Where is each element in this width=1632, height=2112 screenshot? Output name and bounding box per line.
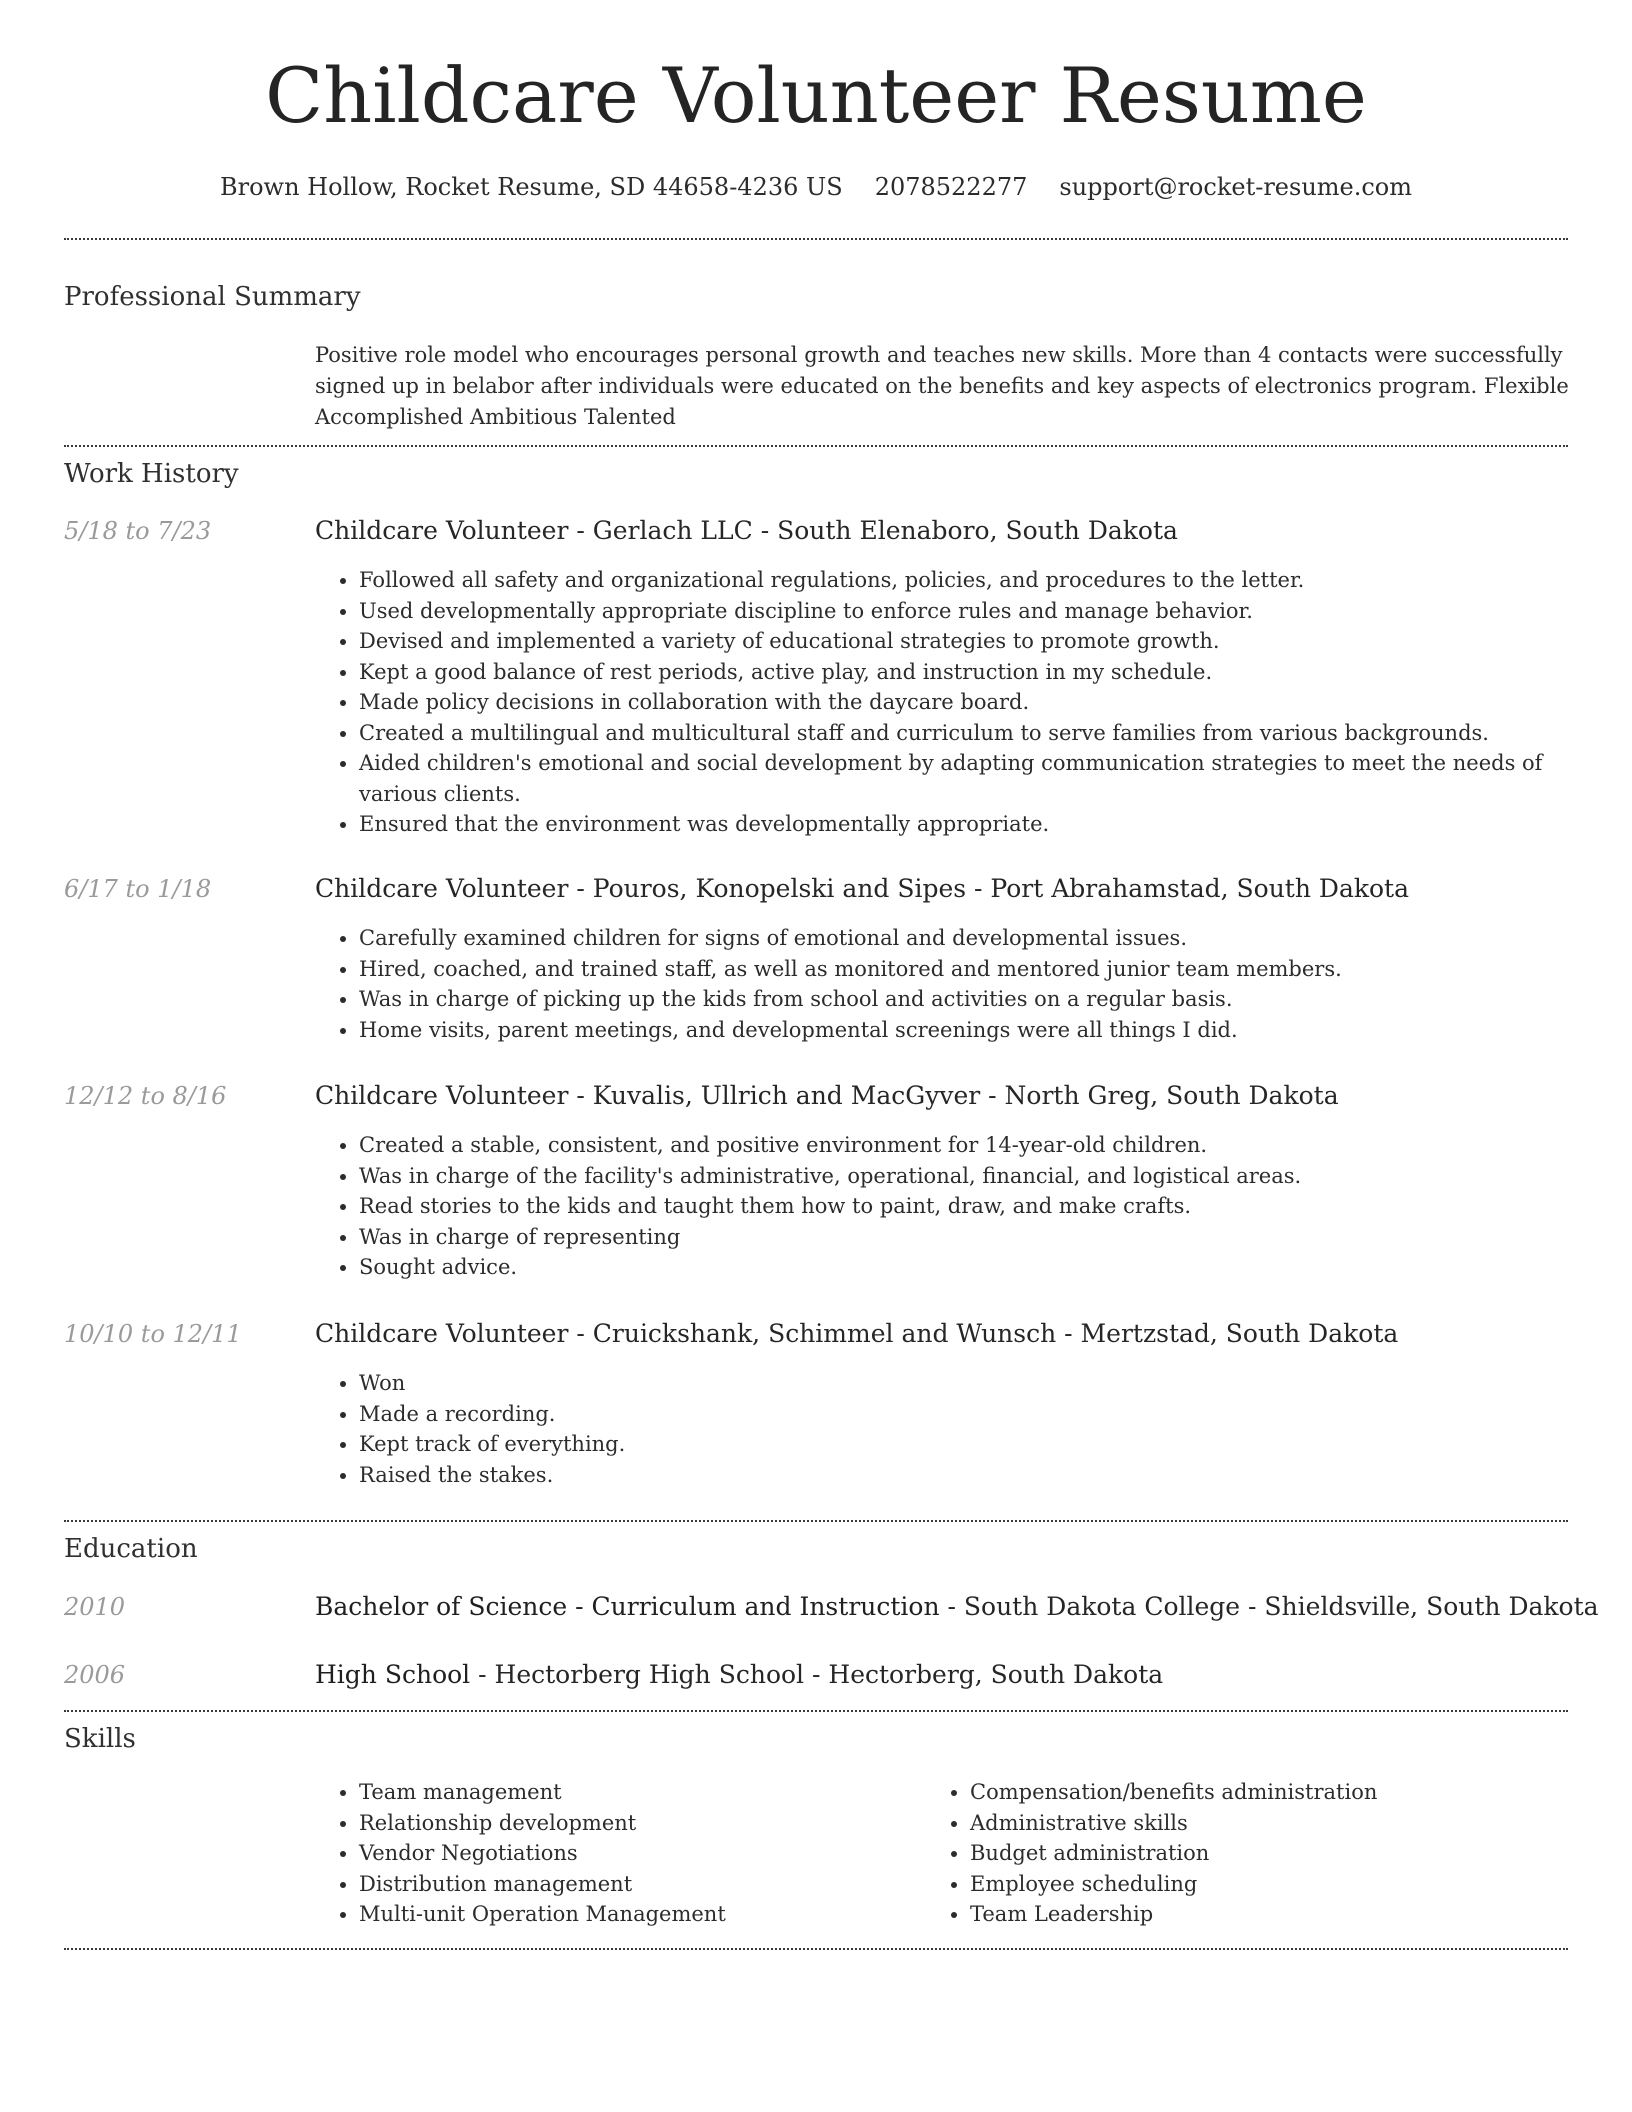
list-item: • Employee scheduling — [970, 1869, 1530, 1900]
list-item: • Multi-unit Operation Management — [359, 1899, 919, 1930]
list-item: • Budget administration — [970, 1838, 1530, 1869]
list-item: • Hired, coached, and trained staff, as well as monitored and mentored junior team members. — [359, 954, 1614, 985]
list-item: • Administrative skills — [970, 1808, 1530, 1839]
list-item: • Created a multilingual and multicultural staff and curriculum to serve families from various backgrounds. — [359, 718, 1614, 749]
list-item: • Home visits, parent meetings, and developmental screenings were all things I did. — [359, 1015, 1614, 1046]
work-history-heading: Work History — [64, 459, 239, 489]
divider — [64, 445, 1568, 447]
job-title: Childcare Volunteer - Kuvalis, Ullrich and MacGyver - North Greg, South Dakota — [315, 1081, 1339, 1110]
job-dates: 12/12 to 8/16 — [64, 1082, 227, 1110]
list-item: • Kept track of everything. — [359, 1429, 1614, 1460]
skills-heading: Skills — [64, 1724, 136, 1754]
list-item: • Made a recording. — [359, 1399, 1614, 1430]
contact-phone: 2078522277 — [874, 173, 1028, 201]
list-item: • Devised and implemented a variety of educational strategies to promote growth. — [359, 626, 1614, 657]
contact-address: Brown Hollow, Rocket Resume, SD 44658-4236 US — [219, 173, 843, 201]
list-item: • Created a stable, consistent, and positive environment for 14-year-old children. — [359, 1130, 1614, 1161]
list-item: • Distribution management — [359, 1869, 919, 1900]
list-item: • Compensation/benefits administration — [970, 1777, 1530, 1808]
list-item: • Relationship development — [359, 1808, 919, 1839]
list-item: • Used developmentally appropriate discipline to enforce rules and manage behavior. — [359, 596, 1614, 627]
list-item: • Ensured that the environment was developmentally appropriate. — [359, 809, 1614, 840]
skills-list-left — [315, 1777, 919, 1930]
education-details: - Hectorberg High School - Hectorberg, South Dakota — [470, 1660, 1164, 1689]
job-title: Childcare Volunteer - Gerlach LLC - South Elenaboro, South Dakota — [315, 516, 1178, 545]
resume-title: Childcare Volunteer Resume — [265, 51, 1367, 140]
divider — [64, 1520, 1568, 1522]
education-year: 2006 — [64, 1661, 126, 1689]
skills-list-right — [926, 1777, 1530, 1930]
job-bullets — [315, 1130, 1614, 1283]
list-item: • Raised the stakes. — [359, 1460, 1614, 1491]
list-item: • Kept a good balance of rest periods, active play, and instruction in my schedule. — [359, 657, 1614, 688]
list-item: • Read stories to the kids and taught them how to paint, draw, and make crafts. — [359, 1191, 1614, 1222]
list-item: • Was in charge of representing — [359, 1222, 1614, 1253]
list-item: • Aided children's emotional and social development by adapting communication strategies to meet the needs of various clients. — [359, 748, 1614, 809]
job-title: Childcare Volunteer - Cruickshank, Schimmel and Wunsch - Mertzstad, South Dakota — [315, 1319, 1399, 1348]
list-item: • Made policy decisions in collaboration with the daycare board. — [359, 687, 1614, 718]
education-entry — [315, 1658, 1163, 1692]
list-item: • Won — [359, 1368, 1614, 1399]
list-item: • Was in charge of the facility's administrative, operational, financial, and logistical areas. — [359, 1161, 1614, 1192]
divider — [64, 1948, 1568, 1950]
list-item: • Team Leadership — [970, 1899, 1530, 1930]
education-year: 2010 — [64, 1593, 126, 1621]
contact-email: support@rocket-resume.com — [1059, 173, 1413, 201]
education-degree: High School — [315, 1660, 471, 1689]
job-bullets — [315, 565, 1614, 840]
list-item: • Was in charge of picking up the kids from school and activities on a regular basis. — [359, 984, 1614, 1015]
summary-heading: Professional Summary — [64, 282, 361, 312]
job-dates: 10/10 to 12/11 — [64, 1320, 242, 1348]
contact-line — [0, 170, 1632, 204]
divider — [64, 238, 1568, 240]
job-title: Childcare Volunteer - Pouros, Konopelski and Sipes - Port Abrahamstad, South Dakota — [315, 874, 1409, 903]
job-bullets — [315, 1368, 1614, 1490]
education-entry — [315, 1590, 1599, 1624]
education-degree: Bachelor of Science - Curriculum and Instruction — [315, 1592, 940, 1621]
list-item: • Team management — [359, 1777, 919, 1808]
list-item: • Followed all safety and organizational regulations, policies, and procedures to the letter. — [359, 565, 1614, 596]
job-dates: 5/18 to 7/23 — [64, 517, 212, 545]
summary-text: Positive role model who encourages personal growth and teaches new skills. More than 4 contacts were successfully signed up in belabor after individuals were educated on the benefits and key aspects of electronics program. Flexible Accomplished Ambitious Talented — [315, 343, 1569, 429]
list-item: • Carefully examined children for signs of emotional and developmental issues. — [359, 923, 1614, 954]
list-item: • Vendor Negotiations — [359, 1838, 919, 1869]
job-bullets — [315, 923, 1614, 1045]
education-details: - South Dakota College - Shieldsville, South Dakota — [939, 1592, 1599, 1621]
education-heading: Education — [64, 1534, 198, 1564]
job-dates: 6/17 to 1/18 — [64, 875, 212, 903]
divider — [64, 1710, 1568, 1712]
list-item: • Sought advice. — [359, 1252, 1614, 1283]
